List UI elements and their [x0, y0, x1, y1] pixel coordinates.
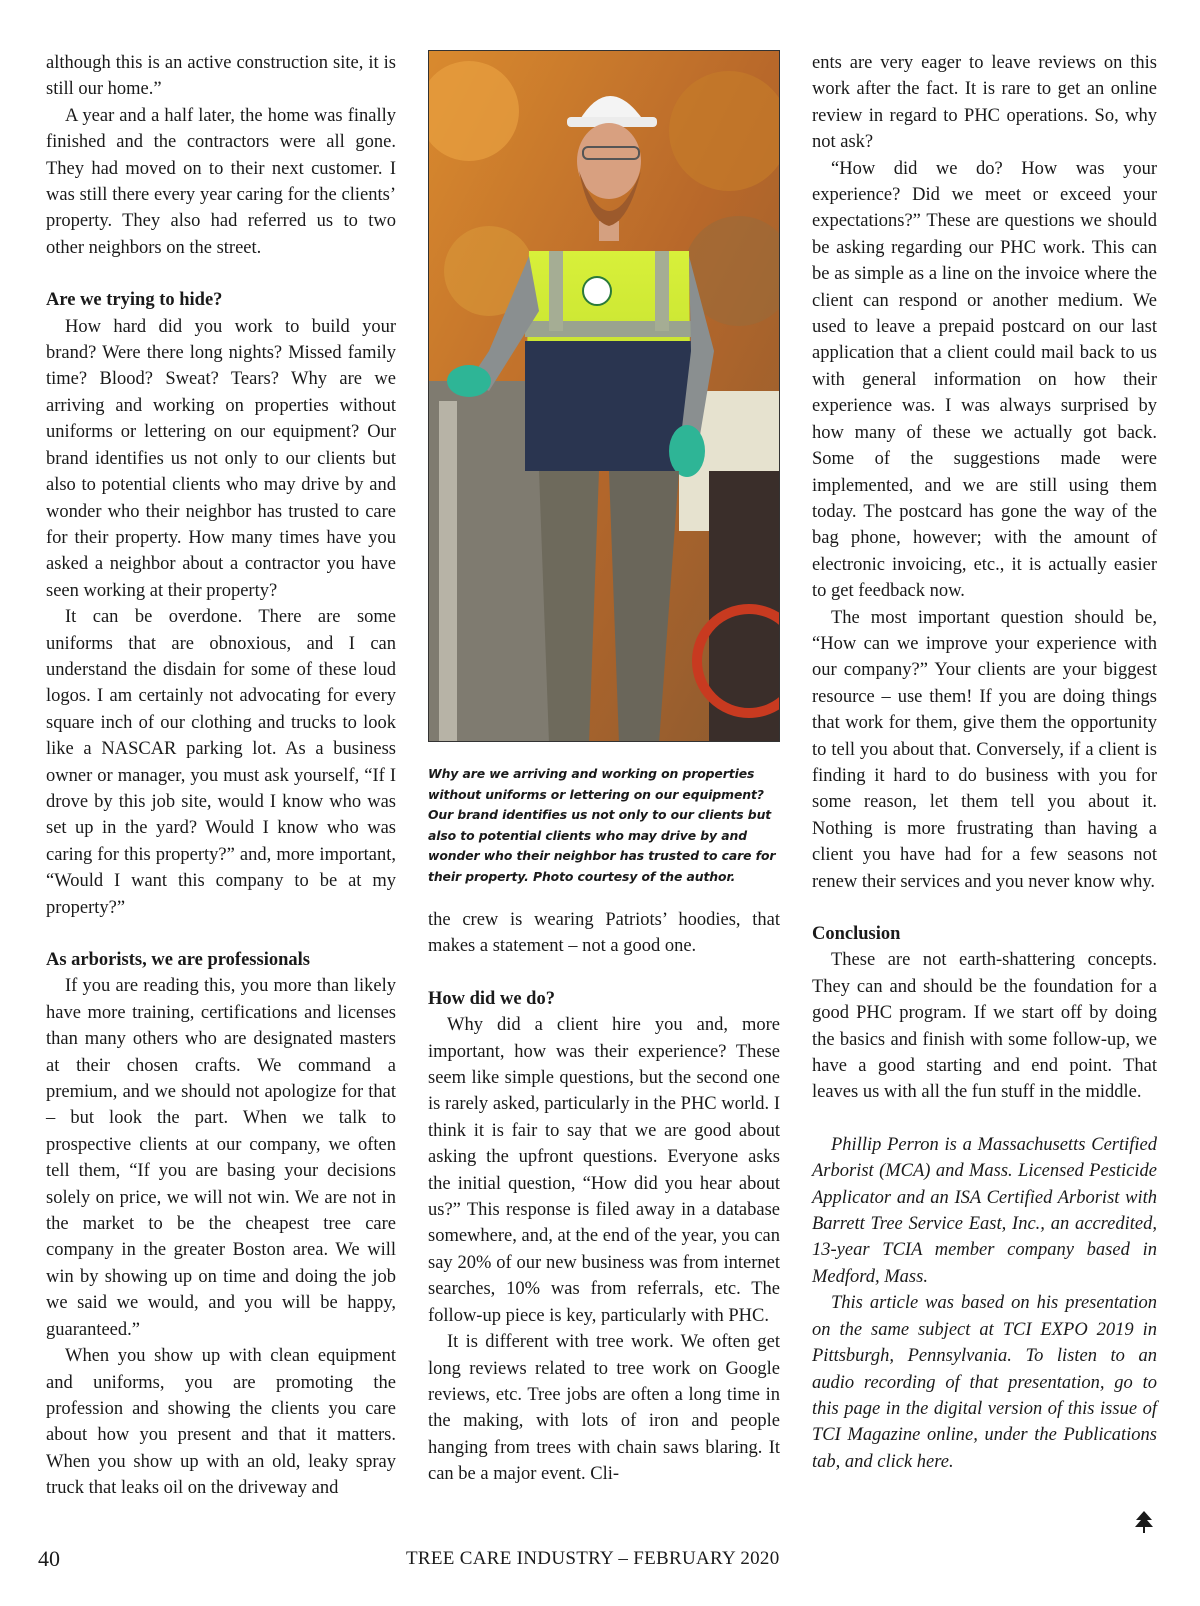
- author-bio: [812, 1132, 1157, 1475]
- bio-paragraph: Phillip Perron is a Massachusetts Certified Arborist (MCA) and Mass. Licensed Pesticide Applicator and an ISA Certified Arborist with Barrett Tree Service East, Inc., an accredited, 13-year TCIA member company based in Medford, Mass.: [812, 1134, 1157, 1287]
- section-heading: Conclusion: [812, 924, 901, 944]
- page-footer: [0, 1546, 1200, 1576]
- page-number: 40: [38, 1546, 60, 1571]
- arborist-photo-illustration: [429, 51, 780, 742]
- tree-icon: [1132, 1510, 1156, 1534]
- column-1: [46, 50, 396, 1502]
- paragraph: If you are reading this, you more than likely have more training, certifications and licenses than many others who are designated masters at their chosen crafts. We command a premium, and we should not apologize for that – but look the part. When we talk to prospective clients at our company, we often tell them, “If you are basing your decisions solely on price, we will not win. We are not in the market to be the cheapest tree care company in the greater Boston area. We will win by showing up on time and doing the job we said we would, and you will be happy, guaranteed.”: [46, 976, 396, 1340]
- paragraph: It can be overdone. There are some uniforms that are obnoxious, and I can understand the disdain for some of these loud logos. I am certainly not advocating for every square inch of our clothing and trucks to look like a NASCAR parking lot. As a business owner or manager, you must ask yourself, “If I drove by this job site, would I know who was set up in the yard? Would I know who was caring for this property?” and, more important, “Would I want this company to be at my property?”: [46, 607, 396, 918]
- magazine-issue: TREE CARE INDUSTRY – FEBRUARY 2020: [406, 1548, 780, 1569]
- article-photo: [428, 50, 780, 742]
- column-3: [812, 50, 1157, 1475]
- paragraph: Why did a client hire you and, more important, how was their experience? These seem like simple questions, but the second one is rarely asked, particularly in the PHC world. I think it is fair to say that we are good about asking the upfront questions. Everyone asks the initial question, “How did you hear about us?” This response is filed away in a database somewhere, and, at the end of the year, you can say 20% of our new business was from internet searches, 10% was from referrals, etc. The follow-up piece is key, particularly with PHC.: [428, 1015, 780, 1326]
- photo-caption: Why are we arriving and working on properties without uniforms or lettering on our equipment? Our brand identifies us not only to our clients but also to potential clients who may drive by and wonder who their neighbor has trusted to care for their property. Photo courtesy of the author.: [428, 766, 776, 884]
- section-heading: As arborists, we are professionals: [46, 950, 310, 970]
- paragraph: When you show up with clean equipment and uniforms, you are promoting the profession and showing the clients you care about how you present and that it matters. When you show up with an old, leaky spray truck that leaks oil on the driveway and: [46, 1346, 396, 1499]
- paragraph: These are not earth-shattering concepts. They can and should be the foundation for a good PHC program. If we start off by doing the basics and finish with some follow-up, we have a good starting and end point. That leaves us with all the fun stuff in the middle.: [812, 950, 1157, 1103]
- paragraph: How hard did you work to build your brand? Were there long nights? Missed family time? Blood? Sweat? Tears? Why are we arriving and working on properties without uniforms or lettering on our equipment? Our brand identifies us not only to our clients but also to potential clients who may drive by and wonder who their neighbor has trusted to care for their property. How many times have you asked a neighbor about a contractor you have seen working at their property?: [46, 316, 396, 601]
- column-2: [428, 50, 780, 1488]
- bio-paragraph: This article was based on his presentation on the same subject at TCI EXPO 2019 in Pittsburgh, Pennsylvania. To listen to an audio recording of that presentation, go to this page in the digital version of this issue of TCI Magazine online, under the Publications tab, and click here.: [812, 1293, 1157, 1472]
- paragraph: ents are very eager to leave reviews on this work after the fact. It is rare to get an online review in regard to PHC operations. So, why not ask?: [812, 53, 1157, 153]
- section-heading: Are we trying to hide?: [46, 290, 223, 311]
- paragraph: The most important question should be, “How can we improve your experience with our company?” Your clients are your biggest resource – use them! If you are doing things that work for them, give them the opportunity to tell you about that. Conversely, if a client is finding it hard to do business with you for some reason, let them tell you about it. Nothing is more frustrating than having a client you have had for a few seasons not renew their services and you never know why.: [812, 607, 1157, 892]
- paragraph: It is different with tree work. We often get long reviews related to tree work on Google reviews, etc. Tree jobs are often a long time in the making, with lots of iron and people hanging from trees with chain saws blaring. It can be a major event. Cli-: [428, 1332, 780, 1485]
- paragraph: although this is an active construction site, it is still our home.”: [46, 53, 396, 100]
- paragraph: the crew is wearing Patriots’ hoodies, that makes a statement – not a good one.: [428, 910, 780, 957]
- paragraph: A year and a half later, the home was finally finished and the contractors were all gone. They had moved on to their next customer. I was still there every year caring for the clients’ property. They also had referred us to two other neighbors on the street.: [46, 105, 396, 258]
- paragraph: “How did we do? How was your experience? Did we meet or exceed your expectations?” These are questions we should be asking regarding our PHC work. This can be as simple as a line on the invoice where the client can respond or another medium. We used to leave a prepaid postcard on our last application that a client could mail back to us with general information on how their experience was. I was always surprised by how many of these we actually got back. Some of the suggestions made were implemented, and we are still using them today. The postcard has gone the way of the bag phone, however; with the amount of electronic invoicing, etc., it is actually easier to get feedback now.: [812, 158, 1157, 602]
- section-heading: How did we do?: [428, 988, 555, 1009]
